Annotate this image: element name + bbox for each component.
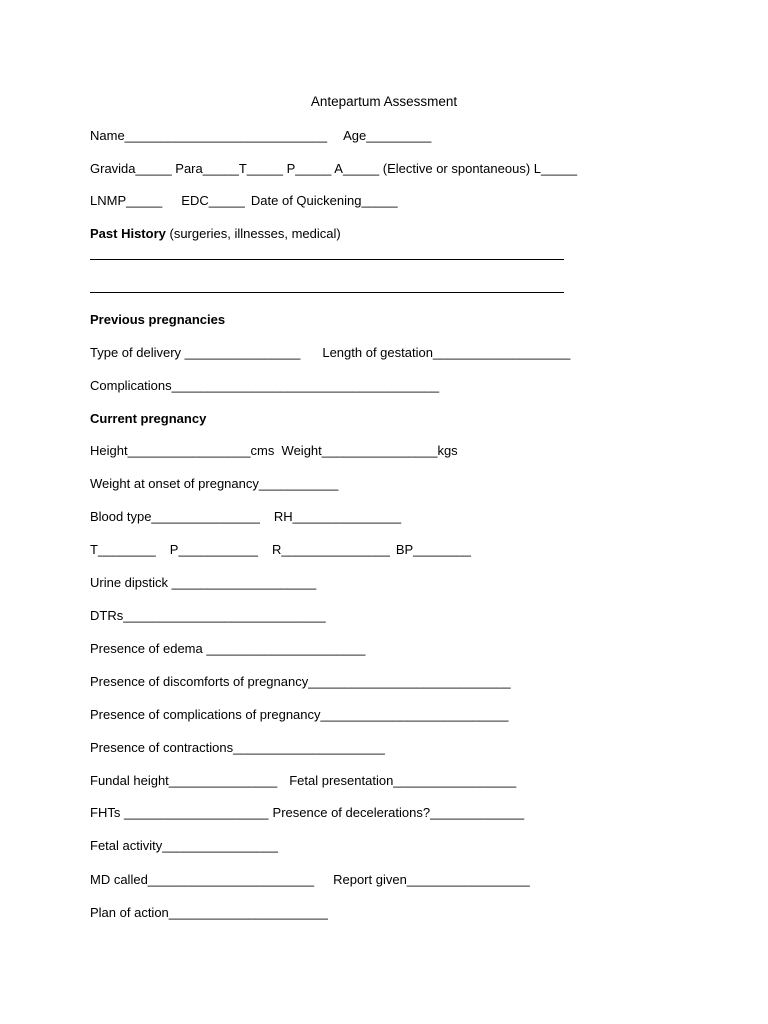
form-title: Antepartum Assessment [310,94,458,109]
past-history-row [90,225,341,243]
past-history-line-1[interactable] [90,259,564,260]
temperature-field[interactable]: T________ [90,542,156,557]
past-history-note: (surgeries, illnesses, medical) [165,226,341,241]
md-row [90,871,530,889]
edc-field[interactable]: EDC_____ [181,193,245,208]
pulse-field[interactable]: P___________ [169,542,258,557]
complications-field[interactable]: Complications_____________________________________ [90,378,440,393]
past-history-line-2[interactable] [90,292,564,293]
rh-field[interactable]: RH_______________ [273,509,402,524]
height-weight-row[interactable]: Height_________________cms Weight________________kgs [90,443,458,458]
md-called-field[interactable]: MD called_______________________ [90,872,315,887]
urine-dipstick-field[interactable]: Urine dipstick ____________________ [90,575,317,590]
fhts-row [90,804,524,822]
name-field[interactable]: Name____________________________ [90,128,328,143]
fetal-presentation-field[interactable]: Fetal presentation_________________ [289,773,517,788]
gravida-row[interactable]: Gravida_____ Para_____T_____ P_____ A_____ (Elective or spontaneous) L_____ [90,161,578,176]
report-given-field[interactable]: Report given_________________ [333,872,530,887]
lnmp-field[interactable]: LNMP_____ [90,193,163,208]
dtrs-field[interactable]: DTRs____________________________ [90,608,326,623]
fetal-activity-field[interactable]: Fetal activity________________ [90,838,278,853]
bp-field[interactable]: BP________ [395,542,472,557]
age-field[interactable]: Age_________ [343,128,432,143]
blood-type-field[interactable]: Blood type_______________ [90,509,260,524]
past-history-label: Past History [90,226,166,241]
discomforts-field[interactable]: Presence of discomforts of pregnancy____________________________ [90,674,511,689]
weight-onset-field[interactable]: Weight at onset of pregnancy___________ [90,476,339,491]
fundal-height-field[interactable]: Fundal height_______________ [90,773,278,788]
fundal-row [90,772,516,790]
quickening-field[interactable]: Date of Quickening_____ [250,193,398,208]
plan-of-action-field[interactable]: Plan of action______________________ [90,905,328,920]
decelerations-field[interactable]: Presence of decelerations?_____________ [272,805,525,820]
name-age-row [90,127,431,145]
vitals-row [90,541,471,559]
fhts-field[interactable]: FHTs ____________________ [90,805,269,820]
blood-type-row [90,508,401,526]
contractions-field[interactable]: Presence of contractions_____________________ [90,740,385,755]
edema-field[interactable]: Presence of edema ______________________ [90,641,366,656]
complications-pregnancy-field[interactable]: Presence of complications of pregnancy__________________________ [90,707,509,722]
respiration-field[interactable]: R_______________ [271,542,390,557]
previous-pregnancies-heading: Previous pregnancies [90,312,226,327]
current-pregnancy-heading: Current pregnancy [90,411,207,426]
type-of-delivery-field[interactable]: Type of delivery ________________ [90,345,301,360]
length-of-gestation-field[interactable]: Length of gestation___________________ [322,345,571,360]
lnmp-row [90,192,398,210]
delivery-row [90,344,570,362]
